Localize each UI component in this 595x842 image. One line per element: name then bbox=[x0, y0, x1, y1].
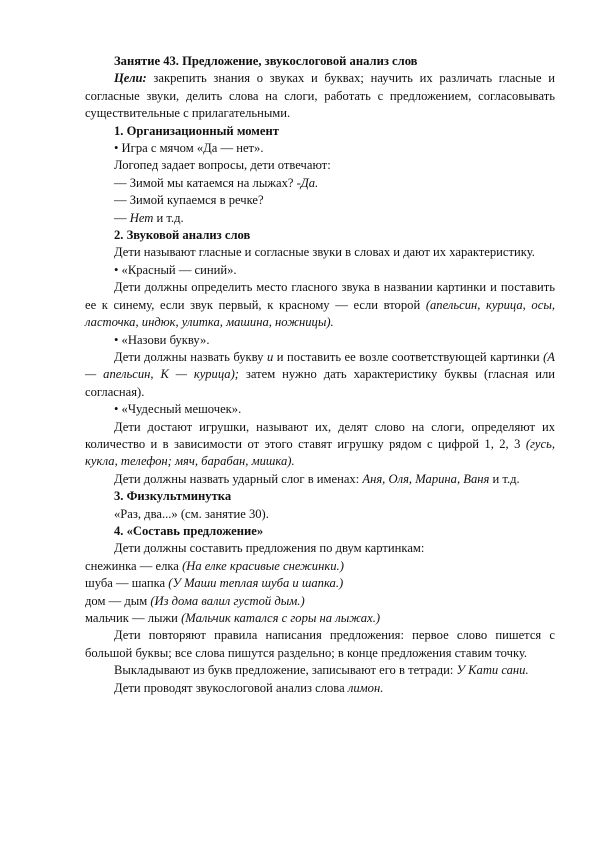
section3-heading: 3. Физкультминутка bbox=[114, 489, 232, 504]
goals-text: закрепить знания о звуках и буквах; научить их различать гласные и согласные звуки, делить слова на слоги, работать с предложением, согласовывать существительные с прилагательными. bbox=[85, 71, 555, 121]
game-magic-bag-desc: Дети достают игрушки, называют их, делят слово на слоги, определяют их количество и в зависимости от этого ставят игрушку рядом с цифрой 1, 2, 3 bbox=[85, 419, 555, 451]
game-name-letter-letter: и bbox=[266, 349, 274, 364]
game-name-letter-examples: (А — апельсин, К — курица); bbox=[85, 349, 555, 382]
section3-text: «Раз, два...» (см. занятие 30). bbox=[114, 506, 269, 521]
lay-out-text: Выкладывают из букв предложение, записывают его в тетради: bbox=[114, 663, 457, 678]
pair-sentence: (На елке красивые снежинки.) bbox=[182, 558, 344, 573]
game-red-blue-text bbox=[85, 279, 555, 331]
section2-heading: 2. Звуковой анализ слов bbox=[114, 228, 251, 243]
word-pair-row bbox=[85, 593, 555, 610]
game-magic-bag-title: • «Чудесный мешочек». bbox=[114, 402, 242, 417]
game-name-letter-a: Дети должны назвать букву bbox=[114, 349, 267, 364]
pair-sentence: (Мальчик катался с горы на лыжах.) bbox=[181, 611, 381, 625]
word-pair-row bbox=[85, 610, 555, 627]
section4-heading: 4. «Составь предложение» bbox=[114, 523, 264, 538]
goals-label: Цели: bbox=[114, 71, 147, 86]
analysis-text: Дети проводят звукослоговой анализ слова bbox=[114, 680, 348, 695]
analysis-word: лимон. bbox=[347, 680, 384, 695]
game-name-letter-c: затем нужно дать характеристику буквы (гласная или согласная). bbox=[85, 367, 555, 399]
word-pair-row bbox=[85, 558, 555, 575]
game-red-blue-desc: Дети должны определить место гласного звука в названии картинки и поставить ее к синему, если звук первый, к красному — если второй bbox=[85, 280, 555, 312]
section1-intro: Логопед задает вопросы, дети отвечают: bbox=[114, 158, 331, 173]
question-3-answer: Нет bbox=[129, 210, 154, 225]
pair-sentence: (У Маши теплая шуба и шапка.) bbox=[168, 576, 344, 591]
names-list: Аня, Оля, Марина, Ваня bbox=[362, 471, 490, 486]
question-3-dash: — bbox=[114, 210, 130, 225]
section1-question-3 bbox=[85, 210, 555, 227]
pair-sentence: (Из дома валил густой дым.) bbox=[150, 593, 305, 608]
section1-heading: 1. Организационный момент bbox=[114, 123, 279, 138]
game-red-blue-words: (апельсин, курица, осы, ласточка, индюк, улитка, машина, ножницы). bbox=[85, 297, 555, 330]
document-page bbox=[85, 53, 555, 697]
section2-intro: Дети называют гласные и согласные звуки в словах и дают их характеристику. bbox=[114, 245, 535, 260]
lesson-title: Занятие 43. Предложение, звукослоговой анализ слов bbox=[114, 54, 418, 68]
lay-out-paragraph bbox=[85, 662, 555, 679]
lay-out-sentence: У Кати сани. bbox=[456, 663, 529, 678]
game-name-letter-text bbox=[85, 349, 555, 401]
word-pair: шуба — шапка bbox=[85, 576, 169, 591]
word-pair: снежинка — елка bbox=[85, 558, 183, 573]
analysis-paragraph bbox=[85, 680, 555, 697]
game-red-blue-title: • «Красный — синий». bbox=[114, 262, 237, 277]
rules-paragraph: Дети повторяют правила написания предложения: первое слово пишется с большой буквы; все слова пишутся раздельно; в конце предложения ставим точку. bbox=[85, 628, 555, 660]
word-pair: мальчик — лыжи bbox=[85, 611, 182, 625]
word-pair-row bbox=[85, 575, 555, 592]
section1-question-1 bbox=[85, 175, 555, 192]
section1-question-2: — Зимой купаемся в речке? bbox=[114, 193, 264, 208]
section4-intro: Дети должны составить предложения по двум картинкам: bbox=[114, 541, 425, 556]
word-pair: дом — дым bbox=[85, 593, 151, 608]
names-paragraph bbox=[85, 471, 555, 488]
section1-game: • Игра с мячом «Да — нет». bbox=[114, 141, 264, 156]
names-tail: и т.д. bbox=[489, 471, 520, 486]
game-name-letter-title: • «Назови букву». bbox=[114, 332, 210, 347]
game-magic-bag-text bbox=[85, 419, 555, 471]
game-magic-bag-words: (гусь, кукла, телефон; мяч, барабан, мишка). bbox=[85, 436, 555, 469]
goals-paragraph bbox=[85, 70, 555, 122]
names-text: Дети должны назвать ударный слог в именах: bbox=[114, 471, 363, 486]
question-1-text: — Зимой мы катаемся на лыжах? - bbox=[114, 175, 301, 190]
game-name-letter-b: и поставить ее возле соответствующей картинки bbox=[273, 349, 544, 364]
question-3-tail: и т.д. bbox=[153, 210, 184, 225]
question-1-answer: Да. bbox=[300, 175, 319, 190]
